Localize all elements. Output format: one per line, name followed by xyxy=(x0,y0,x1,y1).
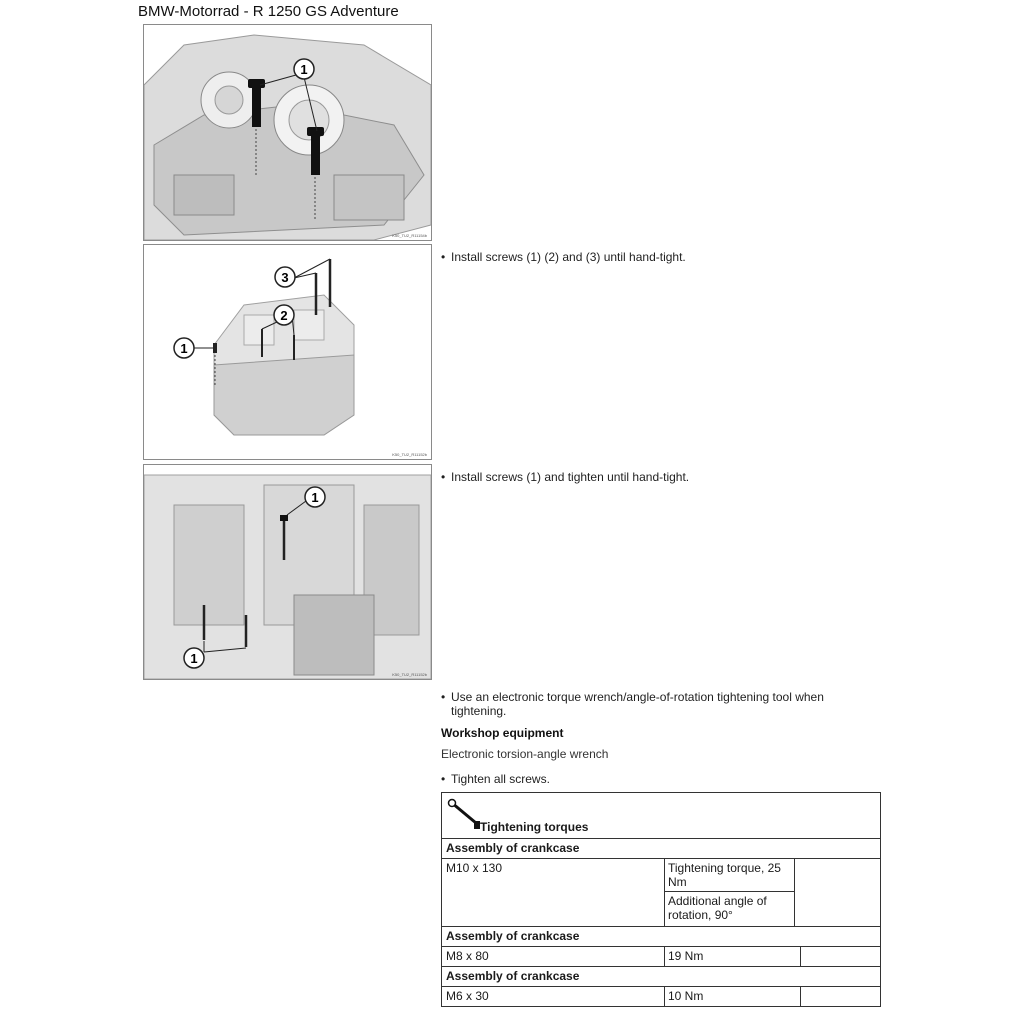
figure-code: K50_TU2_R11154b xyxy=(392,233,427,238)
engine-illustration-1 xyxy=(144,25,431,240)
figure-code: K50_TU2_R11152b xyxy=(392,452,427,457)
empty-cell xyxy=(801,987,880,1006)
torque-value: 19 Nm xyxy=(665,947,801,966)
step-install-screws-1-2-3 xyxy=(441,250,686,264)
section-heading: Assembly of crankcase xyxy=(442,839,880,859)
screw-size: M8 x 80 xyxy=(442,947,665,966)
torque-value: 10 Nm xyxy=(665,987,801,1006)
step-install-screws-1 xyxy=(441,470,689,484)
bullet-marker: • xyxy=(441,250,446,264)
screw-size: M10 x 130 xyxy=(442,859,665,926)
empty-cell xyxy=(801,947,880,966)
torque-value: Tightening torque, 25 Nm xyxy=(668,861,781,889)
table-row xyxy=(442,987,880,1006)
section-heading: Assembly of crankcase xyxy=(442,927,880,947)
document-header: BMW-Motorrad - R 1250 GS Adventure xyxy=(138,3,399,20)
callout-label: 1 xyxy=(180,341,188,356)
step-use-torque-wrench xyxy=(441,690,861,718)
workshop-equipment-title: Workshop equipment xyxy=(441,726,564,740)
step-text-line2: tightening. xyxy=(451,704,507,718)
tightening-torques-table xyxy=(441,792,881,1007)
callout-label: 1 xyxy=(300,62,308,77)
figure-crankcase-side xyxy=(143,244,432,460)
angle-value: Additional angle of rotation, 90° xyxy=(665,891,794,924)
figure-crankcase-top xyxy=(143,24,432,241)
figure-code: K50_TU2_R11152b xyxy=(392,672,427,677)
table-title: Tightening torques xyxy=(480,820,589,834)
callout-label: 1 xyxy=(311,490,319,505)
step-text: Tighten all screws. xyxy=(451,772,550,786)
bullet-marker: • xyxy=(441,690,446,704)
torque-wrench-icon xyxy=(446,797,480,831)
step-text: Install screws (1) and tighten until hand-tight. xyxy=(451,470,690,484)
callout-label: 1 xyxy=(190,651,198,666)
section-heading: Assembly of crankcase xyxy=(442,967,880,987)
engine-illustration-3 xyxy=(144,465,431,679)
engine-illustration-2 xyxy=(144,245,431,459)
empty-cell xyxy=(795,859,880,926)
step-tighten-all xyxy=(441,772,550,786)
bullet-marker: • xyxy=(441,470,446,484)
step-text: Install screws (1) (2) and (3) until hand-tight. xyxy=(451,250,686,264)
workshop-equipment-item: Electronic torsion-angle wrench xyxy=(441,747,609,761)
table-row xyxy=(442,947,880,967)
screw-size: M6 x 30 xyxy=(442,987,665,1006)
table-row xyxy=(442,859,880,927)
callout-label: 2 xyxy=(280,308,288,323)
bullet-marker: • xyxy=(441,772,446,786)
callout-label: 3 xyxy=(281,270,289,285)
table-header xyxy=(442,793,880,839)
torque-values xyxy=(665,859,795,926)
step-text-line1: Use an electronic torque wrench/angle-of-rotation tightening tool when xyxy=(451,690,824,704)
figure-crankcase-cylinders xyxy=(143,464,432,680)
